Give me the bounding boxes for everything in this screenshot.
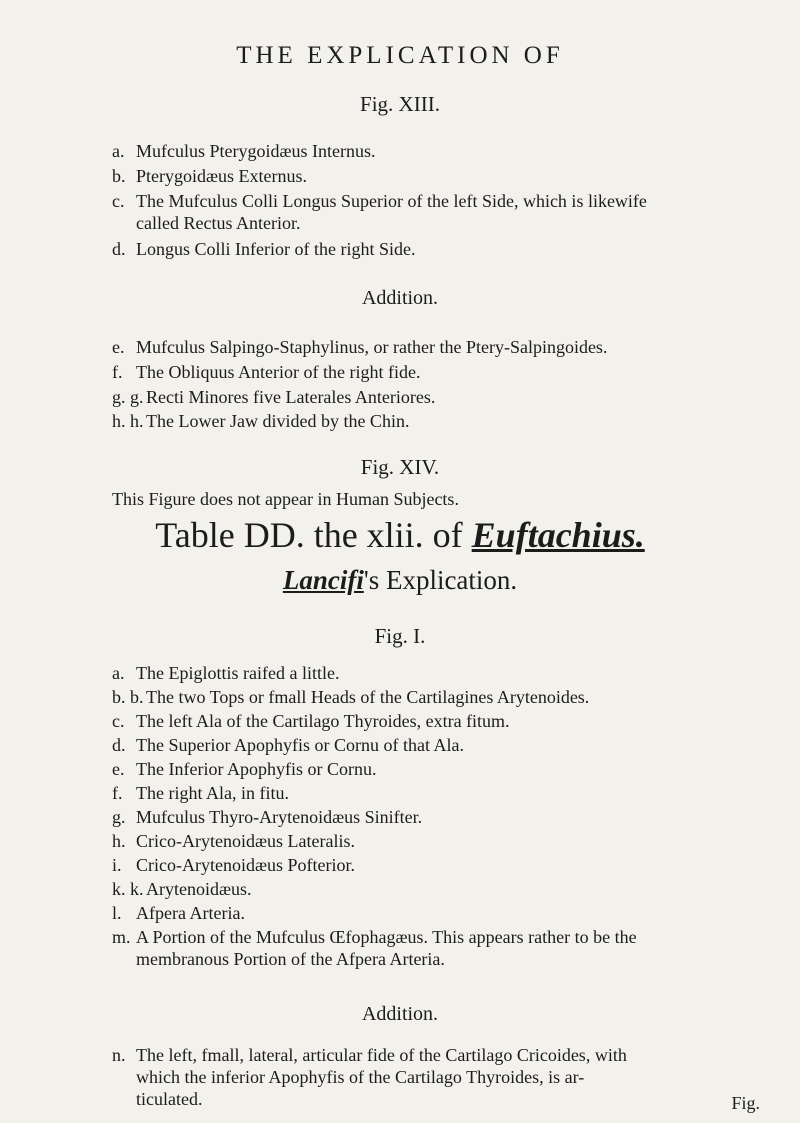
running-head: THE EXPLICATION OF <box>236 42 564 69</box>
item-text: The Epiglottis raifed a little. <box>136 663 340 683</box>
fig1-item-a <box>112 662 772 684</box>
addition1-item-e <box>112 336 772 358</box>
item-key: i. <box>112 855 122 875</box>
fig1-item-b <box>112 686 772 708</box>
addition2-item-n <box>112 1044 772 1110</box>
item-text: The Inferior Apophyfis or Cornu. <box>136 759 377 779</box>
table-heading-prefix: Table DD. the xlii. of <box>155 515 472 555</box>
addition-2-title: Addition. <box>361 1003 439 1025</box>
fig1-item-d <box>112 734 772 756</box>
fig1-item-g <box>112 806 772 828</box>
addition1-item-f <box>112 361 772 383</box>
item-key: a. <box>112 141 125 161</box>
item-text: The Mufculus Colli Longus Superior of the left Side, which is likewife <box>136 191 647 211</box>
item-key: k. k. <box>112 879 144 899</box>
item-text: The Lower Jaw divided by the Chin. <box>146 411 410 431</box>
fig1-item-k <box>112 878 772 900</box>
item-key: f. <box>112 362 123 382</box>
item-key: d. <box>112 735 126 755</box>
item-text: Arytenoidæus. <box>146 879 252 899</box>
addition1-item-h <box>112 410 772 432</box>
fig13-item-c <box>112 190 772 234</box>
item-text: Mufculus Salpingo-Staphylinus, or rather the Ptery-Salpingoides. <box>136 337 608 357</box>
fig1-item-h <box>112 830 772 852</box>
item-continuation: membranous Portion of the Afpera Arteria. <box>136 949 445 969</box>
addition-1-title: Addition. <box>361 287 439 309</box>
item-text: The right Ala, in fitu. <box>136 783 289 803</box>
item-key: g. g. <box>112 387 144 407</box>
catchword: Fig. <box>731 1093 760 1113</box>
item-key: a. <box>112 663 125 683</box>
item-key: l. <box>112 903 122 923</box>
fig13-item-a <box>112 140 772 162</box>
table-heading <box>0 514 800 556</box>
item-key: n. <box>112 1045 126 1065</box>
item-text: A Portion of the Mufculus Œfophagæus. This appears rather to be the <box>136 927 637 947</box>
lancisi-author: Lancifi <box>282 565 364 595</box>
item-text: The two Tops or fmall Heads of the Cartilagines Arytenoides. <box>146 687 590 707</box>
item-key: b. b. <box>112 687 144 707</box>
item-text: Pterygoidæus Externus. <box>136 166 307 186</box>
fig-14-text: This Figure does not appear in Human Subjects. <box>112 489 459 509</box>
fig1-item-e <box>112 758 772 780</box>
lancisi-heading <box>0 565 800 596</box>
table-heading-author: Euftachius. <box>471 515 645 555</box>
fig1-item-l <box>112 902 772 924</box>
fig1-item-m <box>112 926 772 970</box>
item-text: The Superior Apophyfis or Cornu of that Ala. <box>136 735 464 755</box>
fig-13-title: Fig. XIII. <box>360 92 440 116</box>
item-continuation-2: ticulated. <box>136 1089 203 1109</box>
fig1-item-c <box>112 710 772 732</box>
item-text: Afpera Arteria. <box>136 903 245 923</box>
item-text: Crico-Arytenoidæus Lateralis. <box>136 831 355 851</box>
item-text: The left Ala of the Cartilago Thyroides, extra fitum. <box>136 711 510 731</box>
item-key: g. <box>112 807 126 827</box>
item-text: Crico-Arytenoidæus Pofterior. <box>136 855 355 875</box>
item-key: m. <box>112 927 131 947</box>
fig13-item-d <box>112 238 772 260</box>
fig1-item-f <box>112 782 772 804</box>
item-text: Longus Colli Inferior of the right Side. <box>136 239 416 259</box>
item-key: b. <box>112 166 126 186</box>
item-text: The Obliquus Anterior of the right fide. <box>136 362 421 382</box>
item-key: d. <box>112 239 126 259</box>
item-key: h. h. <box>112 411 144 431</box>
item-key: c. <box>112 711 125 731</box>
lancisi-suffix: 's Explication. <box>363 565 518 595</box>
item-key: e. <box>112 337 125 357</box>
item-key: e. <box>112 759 125 779</box>
item-key: c. <box>112 191 125 211</box>
item-continuation: called Rectus Anterior. <box>136 213 301 233</box>
item-continuation: which the inferior Apophyfis of the Cartilago Thyroides, is ar- <box>136 1067 585 1087</box>
item-key: h. <box>112 831 126 851</box>
addition1-item-g <box>112 386 772 408</box>
item-text: Recti Minores five Laterales Anteriores. <box>146 387 436 407</box>
fig-1-title: Fig. I. <box>374 624 426 648</box>
item-text: The left, fmall, lateral, articular fide of the Cartilago Cricoides, with <box>136 1045 627 1065</box>
item-key: f. <box>112 783 123 803</box>
fig13-item-b <box>112 165 772 187</box>
fig1-item-i <box>112 854 772 876</box>
fig-14-title: Fig. XIV. <box>360 455 440 479</box>
item-text: Mufculus Thyro-Arytenoidæus Sinifter. <box>136 807 423 827</box>
item-text: Mufculus Pterygoidæus Internus. <box>136 141 376 161</box>
